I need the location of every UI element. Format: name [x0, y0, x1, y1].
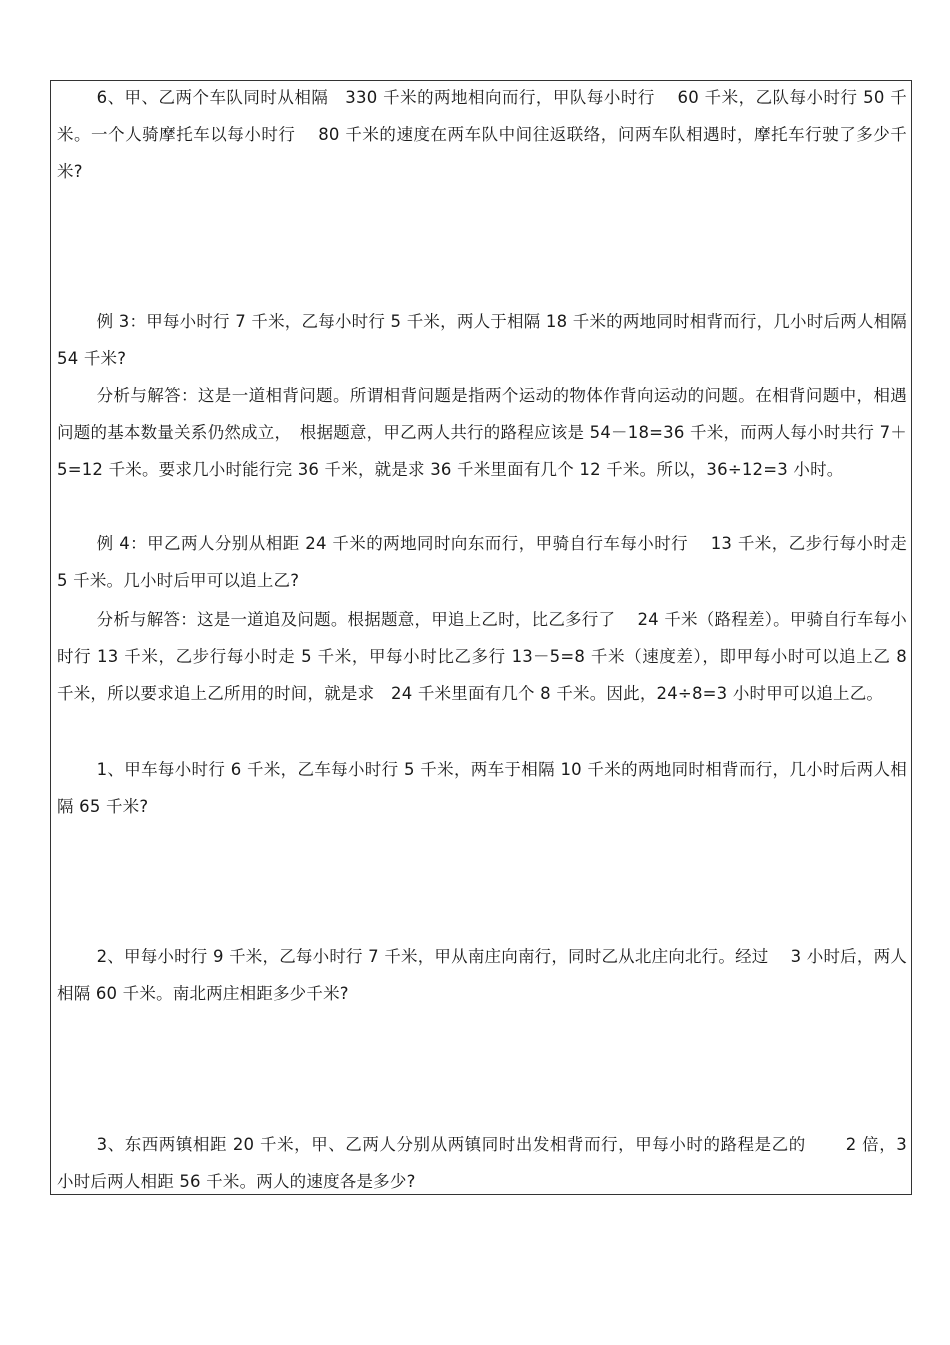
exercise-3: 3、东西两镇相距 20 千米，甲、乙两人分别从两镇同时出发相背而行，甲每小时的路程是乙的 2 倍，3 小时后两人相距 56 千米。两人的速度各是多少?	[57, 1135, 907, 1191]
example-3-question: 例 3：甲每小时行 7 千米，乙每小时行 5 千米，两人于相隔 18 千米的两地同时相背而行，几小时后两人相隔 54 千米?	[57, 312, 907, 368]
example-3-answer: 分析与解答：这是一道相背问题。所谓相背问题是指两个运动的物体作背向运动的问题。在相背问题中，相遇问题的基本数量关系仍然成立， 根据题意，甲乙两人共行的路程应该是 54－18=36 千米，而两人每小时共行 7＋5=12 千米。要求几小时能行完 36 千米，就是求 36 千米里面有几个 12 千米。所以，36÷12=3 小时。	[57, 386, 907, 479]
exercise-2: 2、甲每小时行 9 千米，乙每小时行 7 千米，甲从南庄向南行，同时乙从北庄向北行。经过 3 小时后，两人相隔 60 千米。南北两庄相距多少千米?	[57, 947, 907, 1003]
problem-6: 6、甲、乙两个车队同时从相隔 330 千米的两地相向而行，甲队每小时行 60 千米，乙队每小时行 50 千米。一个人骑摩托车以每小时行 80 千米的速度在两车队中间往返联络，问两车队相遇时，摩托车行驶了多少千米?	[57, 88, 907, 181]
exercise-1: 1、甲车每小时行 6 千米，乙车每小时行 5 千米，两车于相隔 10 千米的两地同时相背而行，几小时后两人相隔 65 千米?	[57, 760, 907, 816]
example-4-question: 例 4：甲乙两人分别从相距 24 千米的两地同时向东而行，甲骑自行车每小时行 13 千米，乙步行每小时走 5 千米。几小时后甲可以追上乙?	[57, 534, 907, 590]
example-4-answer: 分析与解答：这是一道追及问题。根据题意，甲追上乙时，比乙多行了 24 千米（路程差）。甲骑自行车每小时行 13 千米，乙步行每小时走 5 千米，甲每小时比乙多行 13－5=8 千米（速度差），即甲每小时可以追上乙 8 千米，所以要求追上乙所用的时间，就是求 24 千米里面有几个 8 千米。因此，24÷8=3 小时甲可以追上乙。	[57, 610, 907, 703]
